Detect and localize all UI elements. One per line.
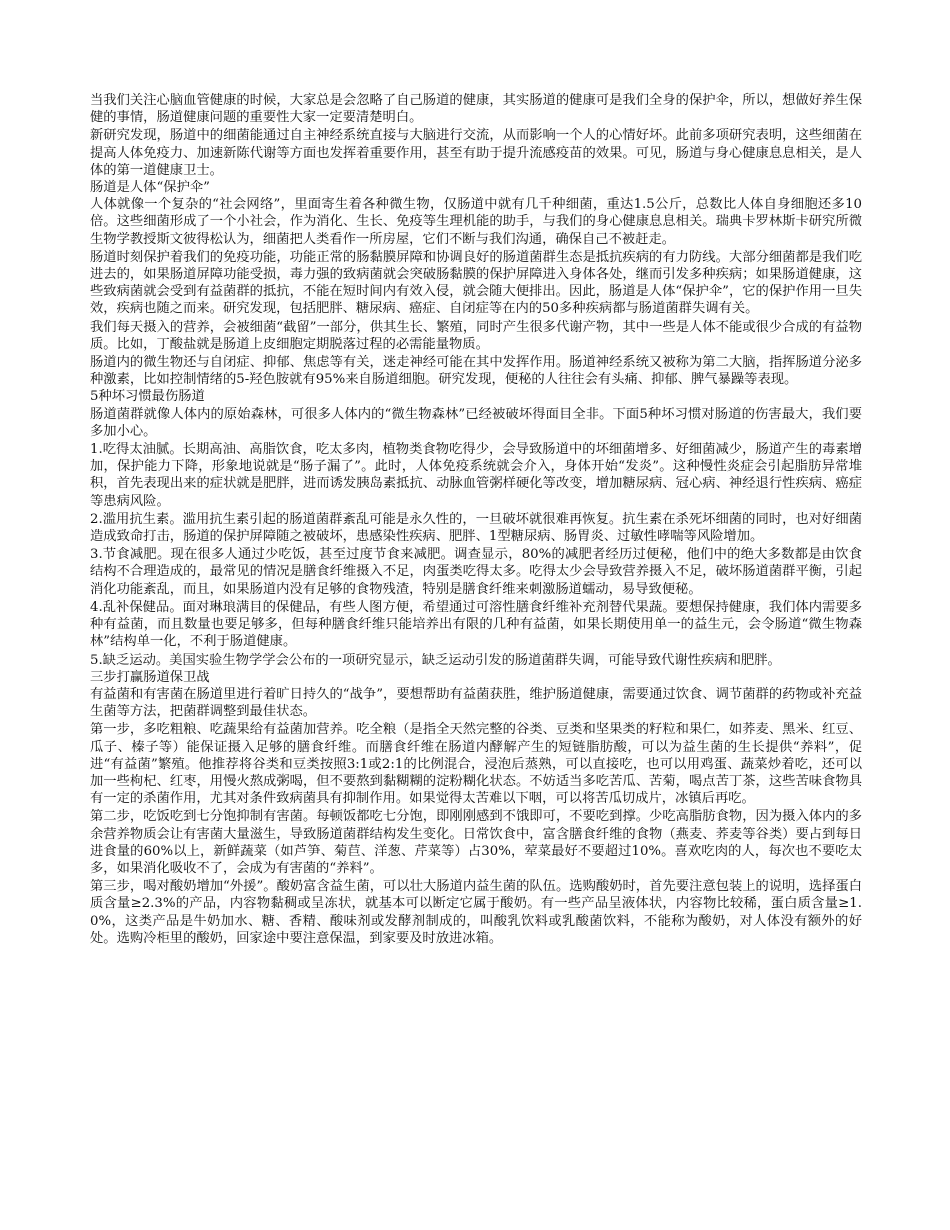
bad-habits-intro-paragraph: 肠道菌群就像人体内的原始森林，可很多人体内的“微生物森林”已经被破坏得面目全非。下面5种坏习惯对肠道的伤害最大，我们要多加小心。: [90, 406, 862, 439]
research-paragraph: 新研究发现，肠道中的细菌能通过自主神经系统直接与大脑进行交流，从而影响一个人的心情好坏。此前多项研究表明，这些细菌在提高人体免疫力、加速新陈代谢等方面也发挥着重要作用，甚至有助于提升流感疫苗的效果。可见，肠道与身心健康息息相关，是人体的第一道健康卫士。: [90, 128, 862, 178]
habit-2-paragraph: 2.滥用抗生素。滥用抗生素引起的肠道菌群紊乱可能是永久性的，一旦破坏就很难再恢复。抗生素在杀死坏细菌的同时，也对好细菌造成致命打击，肠道的保护屏障随之被破坏，患感染性疾病、肥胖、1型糖尿病、肠胃炎、过敏性哮喘等风险增加。: [90, 511, 862, 545]
habit-4-paragraph: 4.乱补保健品。面对琳琅满目的保健品，有些人图方便，希望通过可溶性膳食纤维补充剂替代果蔬。要想保持健康，我们体内需要多种有益菌，而且数量也要足够多，但每种膳食纤维只能培养出有限的几种有益菌，如果长期使用单一的益生元，会令肠道“微生物森林”结构单一化，不利于肠道健康。: [90, 599, 862, 650]
three-steps-intro-paragraph: 有益菌和有害菌在肠道里进行着旷日持久的“战争”，要想帮助有益菌获胜，维护肠道健康，需要通过饮食、调节菌群的药物或补充益生菌等方法，把菌群调整到最佳状态。: [90, 686, 862, 720]
section-heading-three-steps: 三步打赢肠道保卫战: [90, 669, 210, 685]
second-brain-paragraph: 肠道内的微生物还与自闭症、抑郁、焦虑等有关，迷走神经可能在其中发挥作用。肠道神经系统又被称为第二大脑，指挥肠道分泌多种激素，比如控制情绪的5-羟色胺就有95%来自肠道细胞。研究发现，便秘的人往往会有头痛、抑郁、脾气暴躁等表现。: [90, 355, 862, 388]
section-heading-bad-habits: 5种坏习惯最伤肠道: [90, 389, 205, 405]
section-heading-protective-umbrella: 肠道是人体“保护伞”: [90, 180, 210, 196]
article-body: [90, 92, 862, 947]
nutrition-paragraph: 我们每天摄入的营养，会被细菌“截留”一部分，供其生长、繁殖，同时产生很多代谢产物，其中一些是人体不能或很少合成的有益物质。比如，丁酸盐就是肠道上皮细胞定期脱落过程的必需能量物质。: [90, 319, 862, 352]
intro-paragraph: 当我们关注心脑血管健康的时候，大家总是会忽略了自己肠道的健康，其实肠道的健康可是我们全身的保护伞，所以，想做好养生保健的事情，肠道健康问题的重要性大家一定要清楚明白。: [90, 93, 862, 126]
habit-3-paragraph: 3.节食减肥。现在很多人通过少吃饭，甚至过度节食来减肥。调查显示，80%的减肥者经历过便秘，他们中的绝大多数都是由饮食结构不合理造成的，最常见的情况是膳食纤维摄入不足，肉蛋类吃得太多。吃得太少会导致营养摄入不足，破坏肠道菌群平衡，引起消化功能紊乱，而且，如果肠道内没有足够的食物残渣，特别是膳食纤维来刺激肠道蠕动，易导致便秘。: [90, 547, 862, 597]
habit-5-paragraph: 5.缺乏运动。美国实验生物学学会公布的一项研究显示，缺乏运动引发的肠道菌群失调，可能导致代谢性疾病和肥胖。: [90, 652, 781, 668]
step-3-paragraph: 第三步，喝对酸奶增加“外援”。酸奶富含益生菌，可以壮大肠道内益生菌的队伍。选购酸奶时，首先要注意包装上的说明，选择蛋白质含量≥2.3%的产品，内容物黏稠或呈冻状，就基本可以断定它属于酸奶。有一些产品呈液体状，内容物比较稀，蛋白质含量≥1.0%，这类产品是牛奶加水、糖、香精、酸味剂或发酵剂制成的，叫酸乳饮料或乳酸菌饮料，不能称为酸奶，对人体没有额外的好处。选购冷柜里的酸奶，回家途中要注意保温，到家要及时放进冰箱。: [90, 879, 862, 946]
step-1-paragraph: 第一步，多吃粗粮、吃蔬果给有益菌加营养。吃全粮（是指全天然完整的谷类、豆类和坚果类的籽粒和果仁，如荞麦、黑米、红豆、瓜子、榛子等）能保证摄入足够的膳食纤维。而膳食纤维在肠道内酵解产生的短链脂肪酸，可以为益生菌的生长提供“养料”，促进“有益菌”繁殖。他推荐将谷类和豆类按照3:1或2:1的比例混合，浸泡后蒸熟，可以直接吃，也可以用鸡蛋、蔬菜炒着吃，还可以加一些枸杞、红枣，用慢火熬成粥喝，但不要熬到黏糊糊的淀粉糊化状态。不妨适当多吃苦瓜、苦菊，喝点苦丁茶，这些苦味食物具有一定的杀菌作用，尤其对条件致病菌具有抑制作用。如果觉得太苦难以下咽，可以将苦瓜切成片，冰镇后再吃。: [90, 722, 862, 807]
step-2-paragraph: 第二步，吃饭吃到七分饱抑制有害菌。每顿饭都吃七分饱，即刚刚感到不饿即可，不要吃到撑。少吃高脂肪食物，因为摄入体内的多余营养物质会让有害菌大量滋生，导致肠道菌群结构发生变化。日常饮食中，富含膳食纤维的食物（燕麦、荞麦等谷类）要占到每日进食量的60%以上，新鲜蔬菜（如芦笋、菊苣、洋葱、芹菜等）占30%，荤菜最好不要超过10%。喜欢吃肉的人，每次也不要吃太多，如果消化吸收不了，会成为有害菌的“养料”。: [90, 809, 862, 876]
immune-function-paragraph: 肠道时刻保护着我们的免疫功能，功能正常的肠黏膜屏障和协调良好的肠道菌群生态是抵抗疾病的有力防线。大部分细菌都是我们吃进去的，如果肠道屏障功能受损，毒力强的致病菌就会突破肠黏膜的保护屏障进入身体各处，继而引发多种疾病；如果肠道健康，这些致病菌就会受到有益菌群的抵抗，不能在短时间内有效入侵，就会随大便排出。因此，肠道是人体“保护伞”，它的保护作用一旦失效，疾病也随之而来。研究发现，包括肥胖、糖尿病、癌症、自闭症等在内的50多种疾病都与肠道菌群失调有关。: [90, 249, 862, 317]
social-network-paragraph: 人体就像一个复杂的“社会网络”，里面寄生着各种微生物，仅肠道中就有几千种细菌，重达1.5公斤，总数比人体自身细胞还多10倍。这些细菌形成了一个小社会，作为消化、生长、免疫等生理机能的助手，与我们的身心健康息息相关。瑞典卡罗林斯卡研究所微生物学教授斯文彼得松认为，细菌把人类看作一所房屋，它们不断与我们沟通，确保自己不被赶走。: [90, 197, 862, 247]
habit-1-paragraph: 1.吃得太油腻。长期高油、高脂饮食，吃太多肉，植物类食物吃得少，会导致肠道中的坏细菌增多、好细菌减少，肠道产生的毒素增加，保护能力下降，形象地说就是“肠子漏了”。此时，人体免疫系统就会介入，身体开始“发炎”。这种慢性炎症会引起脂肪异常堆积，首先表现出来的症状就是肥胖，进而诱发胰岛素抵抗、动脉血管粥样硬化等改变，增加糖尿病、冠心病、神经退行性疾病、癌症等患病风险。: [90, 442, 862, 509]
